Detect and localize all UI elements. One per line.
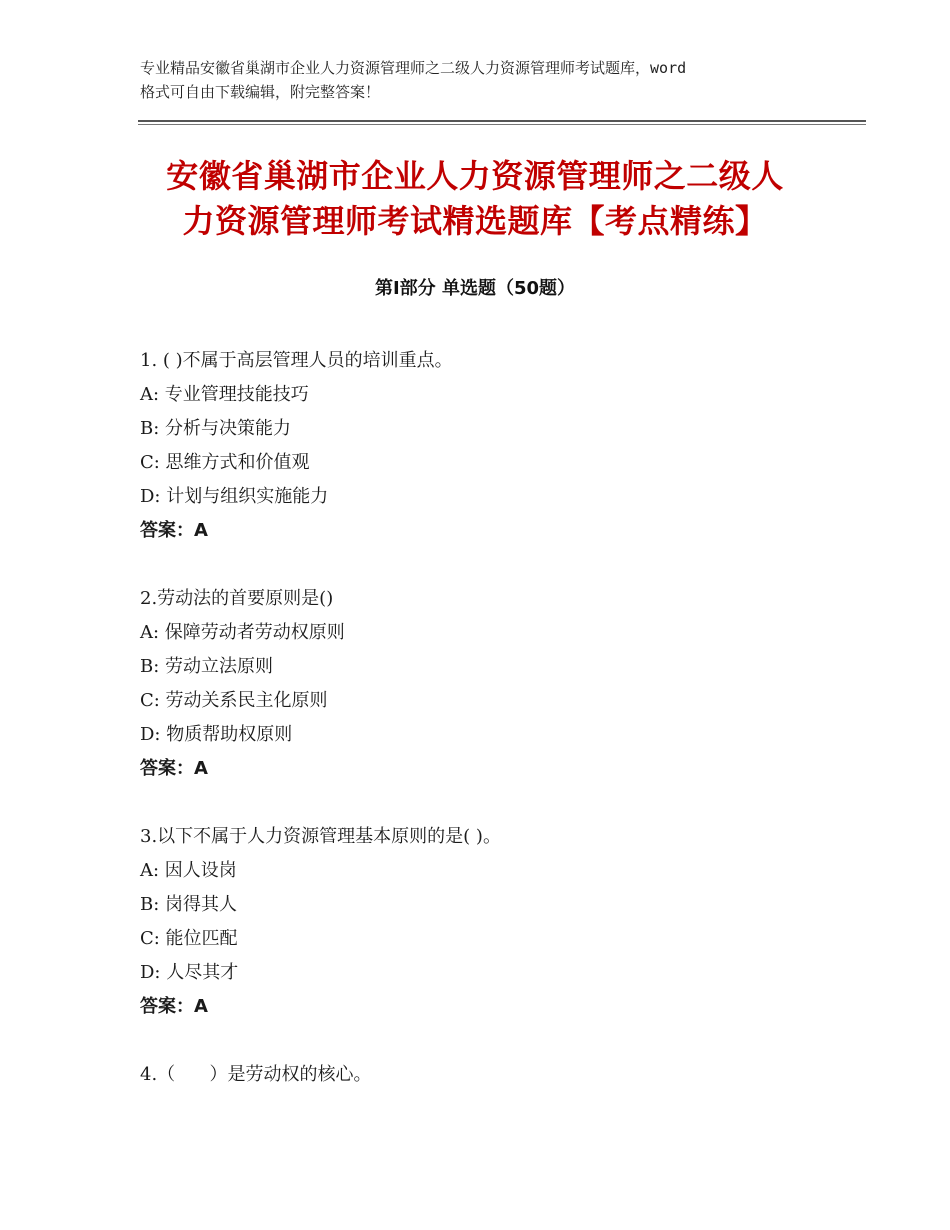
question-item bbox=[140, 344, 840, 548]
option-c: C: 劳动关系民主化原则 bbox=[140, 690, 328, 711]
question-stem: 2.劳动法的首要原则是() bbox=[140, 588, 334, 609]
option-d: D: 计划与组织实施能力 bbox=[140, 486, 329, 507]
option-b: B: 分析与决策能力 bbox=[140, 418, 292, 439]
section-heading: 第Ⅰ部分 单选题（50题） bbox=[374, 278, 575, 299]
document-title-line2: 力资源管理师考试精选题库【考点精练】 bbox=[182, 202, 768, 240]
question-stem: 4.（ ）是劳动权的核心。 bbox=[140, 1064, 372, 1085]
option-d: D: 物质帮助权原则 bbox=[140, 724, 293, 745]
answer-key: 答案：A bbox=[140, 520, 208, 541]
question-stem: 3.以下不属于人力资源管理基本原则的是( )。 bbox=[140, 826, 501, 847]
question-item bbox=[140, 582, 840, 786]
option-b: B: 岗得其人 bbox=[140, 894, 238, 915]
document-title bbox=[110, 154, 840, 244]
question-stem: 1. ( )不属于高层管理人员的培训重点。 bbox=[140, 350, 453, 371]
option-a: A: 保障劳动者劳动权原则 bbox=[140, 622, 345, 643]
header-note bbox=[140, 56, 830, 104]
option-c: C: 思维方式和价值观 bbox=[140, 452, 310, 473]
question-item bbox=[140, 820, 840, 1024]
question-list bbox=[140, 344, 840, 1126]
question-item bbox=[140, 1058, 840, 1092]
header-divider bbox=[138, 120, 866, 122]
document-title-line1: 安徽省巢湖市企业人力资源管理师之二级人 bbox=[166, 157, 784, 195]
option-c: C: 能位匹配 bbox=[140, 928, 238, 949]
header-divider-thin bbox=[138, 124, 866, 125]
option-d: D: 人尽其才 bbox=[140, 962, 239, 983]
answer-key: 答案：A bbox=[140, 758, 208, 779]
answer-key: 答案：A bbox=[140, 996, 208, 1017]
option-b: B: 劳动立法原则 bbox=[140, 656, 274, 677]
option-a: A: 专业管理技能技巧 bbox=[140, 384, 309, 405]
header-note-line2: 格式可自由下载编辑，附完整答案！ bbox=[140, 83, 381, 101]
header-note-line1: 专业精品安徽省巢湖市企业人力资源管理师之二级人力资源管理师考试题库，word bbox=[140, 59, 687, 77]
option-a: A: 因人设岗 bbox=[140, 860, 237, 881]
